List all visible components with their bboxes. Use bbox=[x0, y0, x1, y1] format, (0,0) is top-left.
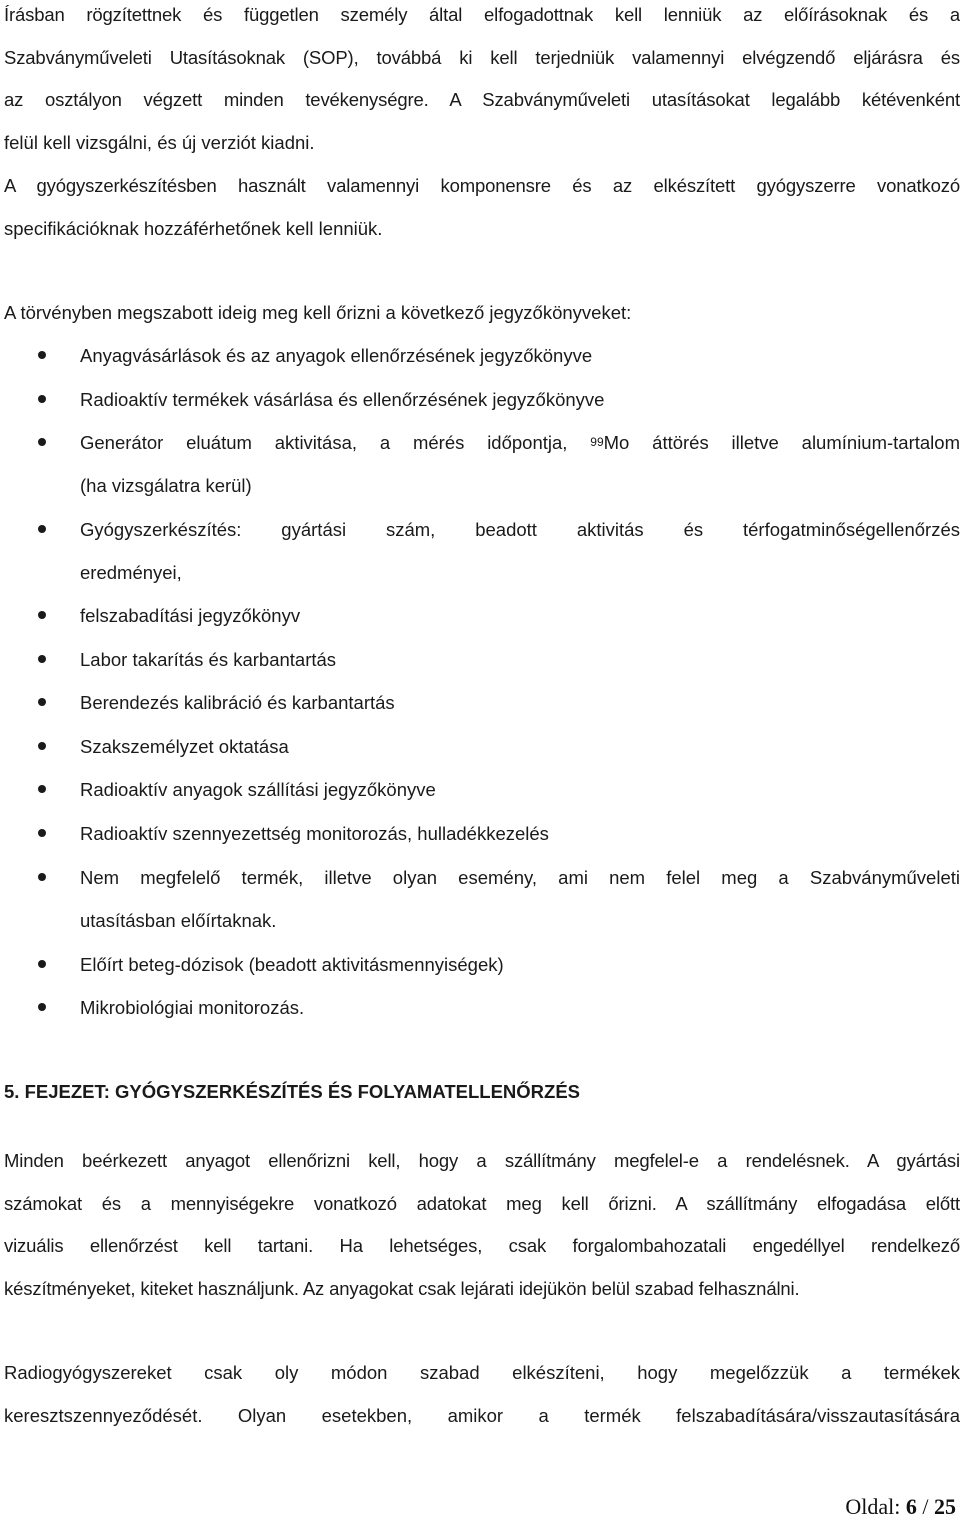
bullet-icon bbox=[38, 873, 46, 881]
list-item: Szakszemélyzet oktatása bbox=[80, 736, 289, 757]
paragraph-line: számokat és a mennyiségekre vonatkozó adatokat meg kell őrizni. A szállítmány elfogadása előtt bbox=[4, 1193, 960, 1214]
list-item: Berendezés kalibráció és karbantartás bbox=[80, 692, 395, 713]
list-item: Anyagvásárlások és az anyagok ellenőrzésének jegyzőkönyve bbox=[80, 345, 593, 366]
bullet-icon bbox=[38, 611, 46, 619]
bullet-icon bbox=[38, 395, 46, 403]
chapter-heading: 5. FEJEZET: GYÓGYSZERKÉSZÍTÉS ÉS FOLYAMATELLENŐRZÉS bbox=[4, 1081, 580, 1102]
paragraph-line: Írásban rögzítettnek és független személy által elfogadottnak kell lenniük az előírásoknak és a bbox=[4, 4, 960, 25]
bullet-icon bbox=[38, 655, 46, 663]
list-item: Radioaktív termékek vásárlása és ellenőrzésének jegyzőkönyve bbox=[80, 389, 605, 410]
list-item: Nem megfelelő termék, illetve olyan esemény, ami nem felel meg a Szabványműveleti bbox=[80, 867, 960, 888]
bullet-icon bbox=[38, 960, 46, 968]
isotope-mass-number: 99 bbox=[590, 435, 604, 449]
paragraph-line: Radiogyógyszereket csak oly módon szabad elkészíteni, hogy megelőzzük a termékek bbox=[4, 1362, 960, 1383]
list-item: Gyógyszerkészítés: gyártási szám, beadott aktivitás és térfogatminőségellenőrzés bbox=[80, 519, 960, 540]
list-item bbox=[80, 432, 960, 454]
list-item: Radioaktív szennyezettség monitorozás, hulladékkezelés bbox=[80, 823, 549, 844]
paragraph-line: az osztályon végzett minden tevékenységre. A Szabványműveleti utasításokat legalább kétévenként bbox=[4, 89, 960, 110]
paragraph-line: specifikációknak hozzáférhetőnek kell lenniük. bbox=[4, 218, 383, 239]
list-item: Előírt beteg-dózisok (beadott aktivitásmennyiségek) bbox=[80, 954, 504, 975]
total-pages: 25 bbox=[934, 1494, 956, 1519]
paragraph-line: készítményeket, kiteket használjunk. Az anyagokat csak lejárati idejükön belül szabad felhasználni. bbox=[4, 1278, 800, 1299]
list-item-continuation: utasításban előírtaknak. bbox=[80, 910, 277, 931]
page-label: Oldal: bbox=[845, 1494, 901, 1519]
paragraph-line: A gyógyszerkészítésben használt valamennyi komponensre és az elkészített gyógyszerre vonatkozó bbox=[4, 175, 960, 196]
bullet-icon bbox=[38, 698, 46, 706]
bullet-icon bbox=[38, 438, 46, 446]
bullet-icon bbox=[38, 351, 46, 359]
list-item: Mikrobiológiai monitorozás. bbox=[80, 997, 305, 1018]
paragraph-line: keresztszennyeződését. Olyan esetekben, amikor a termék felszabadítására/visszautasítására bbox=[4, 1405, 960, 1426]
bullet-icon bbox=[38, 785, 46, 793]
page-separator: / bbox=[922, 1494, 929, 1519]
list-item: Radioaktív anyagok szállítási jegyzőkönyve bbox=[80, 779, 436, 800]
bullet-icon bbox=[38, 742, 46, 750]
list-item: Labor takarítás és karbantartás bbox=[80, 649, 337, 670]
page-number bbox=[845, 1496, 956, 1518]
current-page: 6 bbox=[905, 1494, 917, 1519]
paragraph-line: Minden beérkezett anyagot ellenőrizni kell, hogy a szállítmány megfelel-e a rendelésnek. A gyártási bbox=[4, 1150, 960, 1171]
paragraph-line: felül kell vizsgálni, és új verziót kiadni. bbox=[4, 132, 315, 153]
bullet-icon bbox=[38, 829, 46, 837]
bullet-icon bbox=[38, 525, 46, 533]
paragraph-line: vizuális ellenőrzést kell tartani. Ha lehetséges, csak forgalombahozatali engedéllyel rendelkező bbox=[4, 1235, 960, 1256]
list-item-continuation: (ha vizsgálatra kerül) bbox=[80, 475, 252, 496]
list-item-text: Mo áttörés illetve alumínium-tartalom bbox=[603, 432, 960, 453]
list-item: felszabadítási jegyzőkönyv bbox=[80, 605, 301, 626]
bullet-icon bbox=[38, 1003, 46, 1011]
list-item-text: Generátor eluátum aktivitása, a mérés időpontja, bbox=[80, 432, 568, 453]
records-intro: A törvényben megszabott ideig meg kell őrizni a következő jegyzőkönyveket: bbox=[4, 302, 632, 323]
paragraph-line: Szabványműveleti Utasításoknak (SOP), továbbá ki kell terjedniük valamennyi elvégzendő eljárásra és bbox=[4, 47, 960, 68]
list-item-continuation: eredményei, bbox=[80, 562, 182, 583]
